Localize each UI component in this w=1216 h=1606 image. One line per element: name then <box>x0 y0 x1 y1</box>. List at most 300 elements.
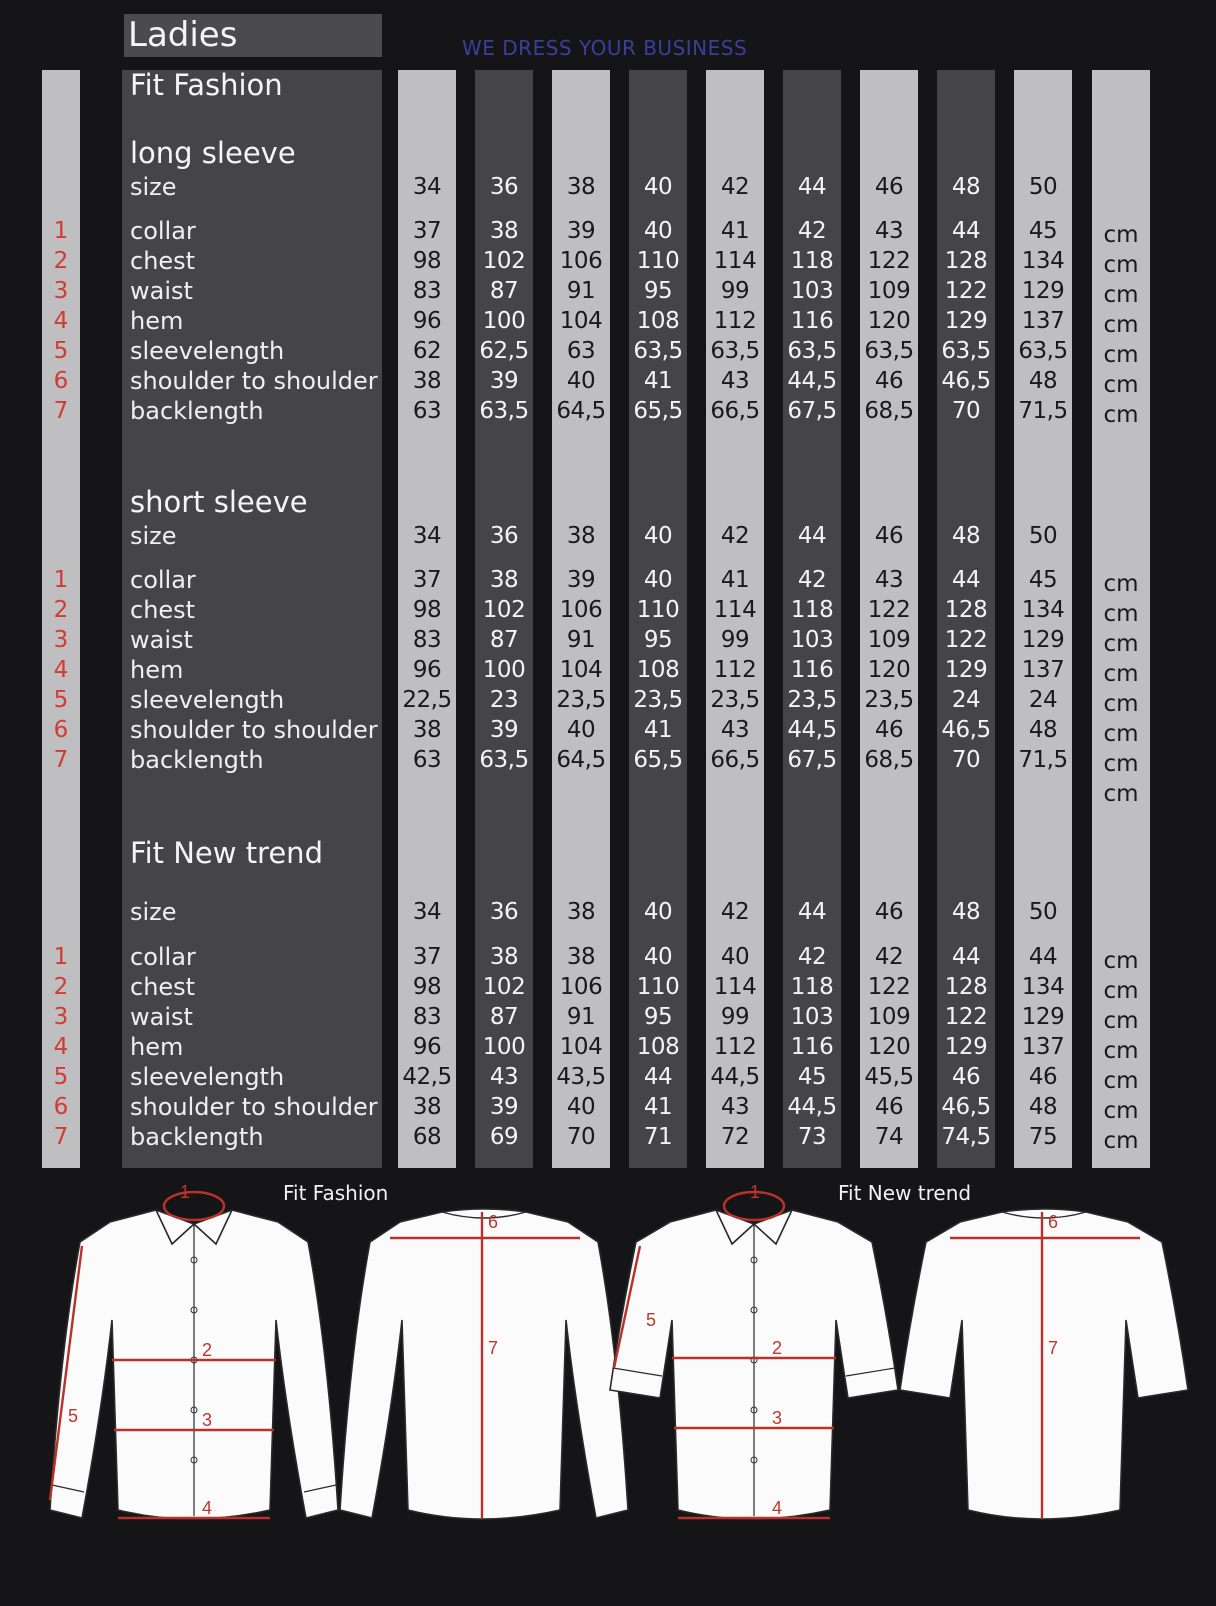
measurement-label: hem <box>130 307 184 335</box>
measurement-value: 112 <box>713 308 757 334</box>
size-value: 44 <box>797 899 827 925</box>
measurement-value: 66,5 <box>710 747 760 773</box>
measurement-value: 23,5 <box>556 687 606 713</box>
row-index: 6 <box>53 717 69 743</box>
unit-label: cm <box>1103 661 1139 687</box>
measurement-value: 73 <box>797 1124 827 1150</box>
measurement-value: 63 <box>566 338 596 364</box>
measurement-value: 116 <box>790 308 834 334</box>
measurement-value: 44,5 <box>787 717 837 743</box>
measurement-value: 43,5 <box>556 1064 606 1090</box>
section-heading: Fit New trend <box>130 836 323 870</box>
measurement-marker: 1 <box>750 1182 761 1202</box>
measurement-value: 137 <box>1021 308 1065 334</box>
size-value: 48 <box>951 174 981 200</box>
measurement-marker: 7 <box>488 1338 499 1358</box>
row-index: 2 <box>53 974 69 1000</box>
measurement-value: 122 <box>867 248 911 274</box>
measurement-value: 46 <box>874 368 904 394</box>
size-value: 36 <box>489 174 519 200</box>
measurement-marker: 4 <box>202 1498 213 1518</box>
measurement-label: chest <box>130 973 196 1001</box>
measurement-marker: 3 <box>772 1408 783 1428</box>
measurement-value: 129 <box>944 308 988 334</box>
measurement-value: 42 <box>874 944 904 970</box>
size-value: 34 <box>412 174 442 200</box>
measurement-value: 39 <box>489 717 519 743</box>
measurement-value: 83 <box>412 1004 442 1030</box>
measurement-value: 42,5 <box>402 1064 452 1090</box>
measurement-label: hem <box>130 656 184 684</box>
measurement-label: hem <box>130 1033 184 1061</box>
measurement-value: 128 <box>944 248 988 274</box>
row-index: 2 <box>53 597 69 623</box>
measurement-value: 62 <box>412 338 442 364</box>
measurement-value: 44 <box>951 567 981 593</box>
measurement-value: 44 <box>643 1064 673 1090</box>
measurement-value: 38 <box>566 944 596 970</box>
measurement-label: collar <box>130 943 196 971</box>
row-index: 1 <box>53 944 69 970</box>
measurement-value: 122 <box>867 597 911 623</box>
measurement-value: 38 <box>412 1094 442 1120</box>
measurement-value: 23,5 <box>864 687 914 713</box>
measurement-value: 44 <box>1028 944 1058 970</box>
figure-title-fit-fashion: Fit Fashion <box>283 1181 389 1205</box>
measurement-label: backlength <box>130 1123 264 1151</box>
measurement-marker: 4 <box>772 1498 783 1518</box>
size-value: 48 <box>951 523 981 549</box>
measurement-value: 43 <box>720 717 750 743</box>
size-value: 42 <box>720 174 750 200</box>
fit-new-trend-back-shirt <box>900 1209 1188 1519</box>
measurement-value: 67,5 <box>787 398 837 424</box>
size-value: 48 <box>951 899 981 925</box>
measurement-value: 39 <box>489 368 519 394</box>
measurement-value: 63,5 <box>787 338 837 364</box>
measurement-value: 87 <box>489 1004 519 1030</box>
measurement-value: 24 <box>951 687 981 713</box>
measurement-value: 40 <box>566 1094 596 1120</box>
measurement-marker: 2 <box>772 1338 783 1358</box>
measurement-value: 122 <box>944 1004 988 1030</box>
unit-label: cm <box>1103 1038 1139 1064</box>
measurement-value: 63 <box>412 398 442 424</box>
measurement-value: 122 <box>944 278 988 304</box>
size-value: 38 <box>566 899 596 925</box>
measurement-label: chest <box>130 247 196 275</box>
row-index: 1 <box>53 567 69 593</box>
size-value: 50 <box>1028 174 1058 200</box>
measurement-value: 87 <box>489 627 519 653</box>
measurement-value: 42 <box>797 944 827 970</box>
measurement-value: 62,5 <box>479 338 529 364</box>
measurement-value: 46,5 <box>941 1094 991 1120</box>
measurement-value: 83 <box>412 278 442 304</box>
measurement-value: 116 <box>790 1034 834 1060</box>
measurement-value: 71,5 <box>1018 747 1068 773</box>
measurement-value: 68,5 <box>864 398 914 424</box>
measurement-value: 128 <box>944 597 988 623</box>
row-index: 7 <box>53 1124 69 1150</box>
measurement-value: 103 <box>790 627 834 653</box>
measurement-value: 106 <box>559 974 603 1000</box>
measurement-value: 104 <box>559 1034 603 1060</box>
row-index: 3 <box>53 627 69 653</box>
measurement-value: 129 <box>1021 1004 1065 1030</box>
measurement-label: sleevelength <box>130 686 285 714</box>
measurement-value: 41 <box>643 717 673 743</box>
measurement-value: 137 <box>1021 1034 1065 1060</box>
measurement-value: 37 <box>412 218 442 244</box>
row-index: 3 <box>53 278 69 304</box>
unit-label: cm <box>1103 978 1139 1004</box>
measurement-value: 96 <box>412 308 442 334</box>
size-value: 40 <box>643 174 673 200</box>
measurement-value: 37 <box>412 944 442 970</box>
fit-new-trend-front-shirt <box>610 1192 898 1519</box>
measurement-value: 46 <box>874 717 904 743</box>
measurement-value: 102 <box>482 248 526 274</box>
measurement-value: 42 <box>797 567 827 593</box>
row-index: 1 <box>53 218 69 244</box>
size-label: size <box>130 522 177 550</box>
size-value: 46 <box>874 174 904 200</box>
measurement-value: 23 <box>489 687 519 713</box>
row-index: 2 <box>53 248 69 274</box>
unit-label: cm <box>1103 1068 1139 1094</box>
measurement-label: shoulder to shoulder <box>130 1093 378 1121</box>
measurement-value: 108 <box>636 657 680 683</box>
measurement-value: 104 <box>559 308 603 334</box>
measurement-value: 110 <box>636 974 680 1000</box>
size-value: 34 <box>412 899 442 925</box>
measurement-value: 68,5 <box>864 747 914 773</box>
size-value: 38 <box>566 174 596 200</box>
measurement-value: 46 <box>951 1064 981 1090</box>
measurement-value: 40 <box>643 567 673 593</box>
measurement-value: 118 <box>790 974 834 1000</box>
measurement-value: 134 <box>1021 974 1065 1000</box>
measurement-value: 24 <box>1028 687 1058 713</box>
measurement-value: 70 <box>951 747 981 773</box>
measurement-value: 100 <box>482 657 526 683</box>
measurement-value: 64,5 <box>556 747 606 773</box>
measurement-value: 43 <box>720 1094 750 1120</box>
measurement-value: 42 <box>797 218 827 244</box>
unit-label: cm <box>1103 1098 1139 1124</box>
measurement-value: 129 <box>944 657 988 683</box>
measurement-value: 96 <box>412 657 442 683</box>
measurement-value: 41 <box>720 218 750 244</box>
measurement-value: 134 <box>1021 248 1065 274</box>
measurement-value: 83 <box>412 627 442 653</box>
unit-label: cm <box>1103 601 1139 627</box>
measurement-value: 114 <box>713 248 757 274</box>
size-value: 46 <box>874 899 904 925</box>
unit-label: cm <box>1103 1008 1139 1034</box>
measurement-value: 43 <box>720 368 750 394</box>
measurement-value: 38 <box>489 567 519 593</box>
measurement-value: 39 <box>566 218 596 244</box>
measurement-value: 99 <box>720 627 750 653</box>
measurement-value: 66,5 <box>710 398 760 424</box>
measurement-value: 99 <box>720 1004 750 1030</box>
brand-tagline: WE DRESS YOUR BUSINESS <box>462 36 748 60</box>
measurement-value: 103 <box>790 278 834 304</box>
shirt-measurement-illustrations <box>0 1170 1216 1550</box>
measurement-value: 112 <box>713 657 757 683</box>
measurement-value: 37 <box>412 567 442 593</box>
measurement-value: 69 <box>489 1124 519 1150</box>
measurement-value: 63,5 <box>479 398 529 424</box>
measurement-value: 102 <box>482 597 526 623</box>
measurement-value: 45,5 <box>864 1064 914 1090</box>
size-label: size <box>130 173 177 201</box>
measurement-value: 71 <box>643 1124 673 1150</box>
unit-label: cm <box>1103 282 1139 308</box>
measurement-value: 129 <box>1021 278 1065 304</box>
measurement-marker: 5 <box>68 1406 79 1426</box>
unit-label: cm <box>1103 402 1139 428</box>
measurement-value: 74 <box>874 1124 904 1150</box>
measurement-value: 70 <box>566 1124 596 1150</box>
row-index: 7 <box>53 398 69 424</box>
unit-label: cm <box>1103 1128 1139 1154</box>
measurement-value: 63,5 <box>1018 338 1068 364</box>
measurement-value: 65,5 <box>633 747 683 773</box>
measurement-value: 74,5 <box>941 1124 991 1150</box>
size-value: 36 <box>489 899 519 925</box>
measurement-value: 98 <box>412 974 442 1000</box>
measurement-value: 128 <box>944 974 988 1000</box>
measurement-value: 45 <box>1028 218 1058 244</box>
measurement-value: 46,5 <box>941 368 991 394</box>
measurement-value: 46 <box>1028 1064 1058 1090</box>
measurement-value: 109 <box>867 627 911 653</box>
measurement-value: 67,5 <box>787 747 837 773</box>
measurement-value: 43 <box>874 218 904 244</box>
fit-fashion-front-shirt <box>50 1192 338 1519</box>
measurement-value: 44 <box>951 218 981 244</box>
size-value: 44 <box>797 523 827 549</box>
measurement-label: waist <box>130 1003 193 1031</box>
measurement-value: 95 <box>643 1004 673 1030</box>
measurement-value: 38 <box>412 368 442 394</box>
measurement-value: 98 <box>412 597 442 623</box>
measurement-value: 41 <box>643 368 673 394</box>
measurement-value: 40 <box>643 218 673 244</box>
measurement-value: 64,5 <box>556 398 606 424</box>
measurement-value: 48 <box>1028 1094 1058 1120</box>
measurement-value: 106 <box>559 248 603 274</box>
measurement-value: 129 <box>1021 627 1065 653</box>
measurement-value: 63 <box>412 747 442 773</box>
size-value: 34 <box>412 523 442 549</box>
measurement-value: 44 <box>951 944 981 970</box>
measurement-value: 23,5 <box>633 687 683 713</box>
measurement-value: 137 <box>1021 657 1065 683</box>
unit-label: cm <box>1103 342 1139 368</box>
size-value: 44 <box>797 174 827 200</box>
measurement-value: 118 <box>790 248 834 274</box>
fit-fashion-back-shirt <box>340 1209 628 1519</box>
unit-label: cm <box>1103 571 1139 597</box>
measurement-value: 129 <box>944 1034 988 1060</box>
measurement-value: 63,5 <box>941 338 991 364</box>
measurement-value: 112 <box>713 1034 757 1060</box>
measurement-value: 70 <box>951 398 981 424</box>
measurement-value: 109 <box>867 278 911 304</box>
measurement-value: 99 <box>720 278 750 304</box>
size-value: 42 <box>720 899 750 925</box>
measurement-value: 44,5 <box>710 1064 760 1090</box>
size-value: 46 <box>874 523 904 549</box>
measurement-value: 43 <box>489 1064 519 1090</box>
measurement-value: 103 <box>790 1004 834 1030</box>
measurement-value: 71,5 <box>1018 398 1068 424</box>
measurement-value: 102 <box>482 974 526 1000</box>
page-title: Ladies <box>128 15 238 55</box>
measurement-value: 100 <box>482 308 526 334</box>
row-index: 6 <box>53 368 69 394</box>
size-value: 40 <box>643 899 673 925</box>
size-value: 50 <box>1028 523 1058 549</box>
unit-label: cm <box>1103 721 1139 747</box>
measurement-label: waist <box>130 626 193 654</box>
measurement-value: 38 <box>489 944 519 970</box>
size-value: 40 <box>643 523 673 549</box>
measurement-marker: 2 <box>202 1340 213 1360</box>
unit-label: cm <box>1103 948 1139 974</box>
section-heading: long sleeve <box>130 136 296 170</box>
unit-label: cm <box>1103 751 1139 777</box>
measurement-value: 40 <box>643 944 673 970</box>
measurement-value: 120 <box>867 1034 911 1060</box>
measurement-label: shoulder to shoulder <box>130 716 378 744</box>
unit-label: cm <box>1103 781 1139 807</box>
measurement-value: 72 <box>720 1124 750 1150</box>
section-heading: short sleeve <box>130 485 308 519</box>
measurement-value: 40 <box>720 944 750 970</box>
measurement-value: 38 <box>489 218 519 244</box>
row-index: 4 <box>53 1034 69 1060</box>
measurement-value: 118 <box>790 597 834 623</box>
measurement-value: 95 <box>643 278 673 304</box>
measurement-value: 46,5 <box>941 717 991 743</box>
row-index: 7 <box>53 747 69 773</box>
measurement-value: 87 <box>489 278 519 304</box>
unit-label: cm <box>1103 372 1139 398</box>
measurement-value: 122 <box>867 974 911 1000</box>
row-index: 5 <box>53 338 69 364</box>
measurement-value: 95 <box>643 627 673 653</box>
measurement-value: 63,5 <box>864 338 914 364</box>
measurement-label: sleevelength <box>130 337 285 365</box>
row-index: 6 <box>53 1094 69 1120</box>
measurement-value: 134 <box>1021 597 1065 623</box>
measurement-label: collar <box>130 217 196 245</box>
measurement-label: backlength <box>130 746 264 774</box>
measurement-value: 68 <box>412 1124 442 1150</box>
measurement-value: 40 <box>566 368 596 394</box>
measurement-value: 110 <box>636 248 680 274</box>
measurement-value: 63,5 <box>633 338 683 364</box>
measurement-value: 91 <box>566 278 596 304</box>
measurement-value: 98 <box>412 248 442 274</box>
measurement-marker: 6 <box>488 1212 499 1232</box>
measurement-value: 44,5 <box>787 1094 837 1120</box>
row-index: 3 <box>53 1004 69 1030</box>
row-index: 5 <box>53 687 69 713</box>
size-value: 50 <box>1028 899 1058 925</box>
size-value: 36 <box>489 523 519 549</box>
measurement-value: 108 <box>636 1034 680 1060</box>
measurement-value: 38 <box>412 717 442 743</box>
measurement-value: 44,5 <box>787 368 837 394</box>
measurement-value: 75 <box>1028 1124 1058 1150</box>
measurement-value: 91 <box>566 627 596 653</box>
row-index: 4 <box>53 308 69 334</box>
measurement-value: 114 <box>713 597 757 623</box>
measurement-value: 100 <box>482 1034 526 1060</box>
measurement-value: 108 <box>636 308 680 334</box>
fit-fashion-heading: Fit Fashion <box>130 68 283 102</box>
unit-label: cm <box>1103 222 1139 248</box>
measurement-value: 22,5 <box>402 687 452 713</box>
measurement-value: 122 <box>944 627 988 653</box>
measurement-label: backlength <box>130 397 264 425</box>
measurement-value: 46 <box>874 1094 904 1120</box>
measurement-marker: 3 <box>202 1410 213 1430</box>
measurement-label: shoulder to shoulder <box>130 367 378 395</box>
measurement-value: 43 <box>874 567 904 593</box>
measurement-value: 45 <box>797 1064 827 1090</box>
measurement-marker: 7 <box>1048 1338 1059 1358</box>
measurement-value: 63,5 <box>710 338 760 364</box>
measurement-value: 39 <box>566 567 596 593</box>
size-label: size <box>130 898 177 926</box>
measurement-value: 48 <box>1028 368 1058 394</box>
measurement-value: 63,5 <box>479 747 529 773</box>
figure-title-fit-new-trend: Fit New trend <box>838 1181 972 1205</box>
measurement-value: 120 <box>867 308 911 334</box>
unit-label: cm <box>1103 312 1139 338</box>
row-index: 4 <box>53 657 69 683</box>
measurement-value: 39 <box>489 1094 519 1120</box>
measurement-marker: 6 <box>1048 1212 1059 1232</box>
measurement-value: 23,5 <box>787 687 837 713</box>
unit-label: cm <box>1103 631 1139 657</box>
measurement-value: 114 <box>713 974 757 1000</box>
measurement-value: 96 <box>412 1034 442 1060</box>
measurement-label: sleevelength <box>130 1063 285 1091</box>
measurement-value: 41 <box>643 1094 673 1120</box>
measurement-value: 91 <box>566 1004 596 1030</box>
size-value: 42 <box>720 523 750 549</box>
measurement-value: 48 <box>1028 717 1058 743</box>
unit-label: cm <box>1103 252 1139 278</box>
measurement-value: 116 <box>790 657 834 683</box>
measurement-marker: 5 <box>646 1310 657 1330</box>
measurement-value: 65,5 <box>633 398 683 424</box>
measurement-label: waist <box>130 277 193 305</box>
measurement-value: 110 <box>636 597 680 623</box>
measurement-value: 106 <box>559 597 603 623</box>
row-index: 5 <box>53 1064 69 1090</box>
measurement-value: 104 <box>559 657 603 683</box>
measurement-marker: 1 <box>180 1182 191 1202</box>
